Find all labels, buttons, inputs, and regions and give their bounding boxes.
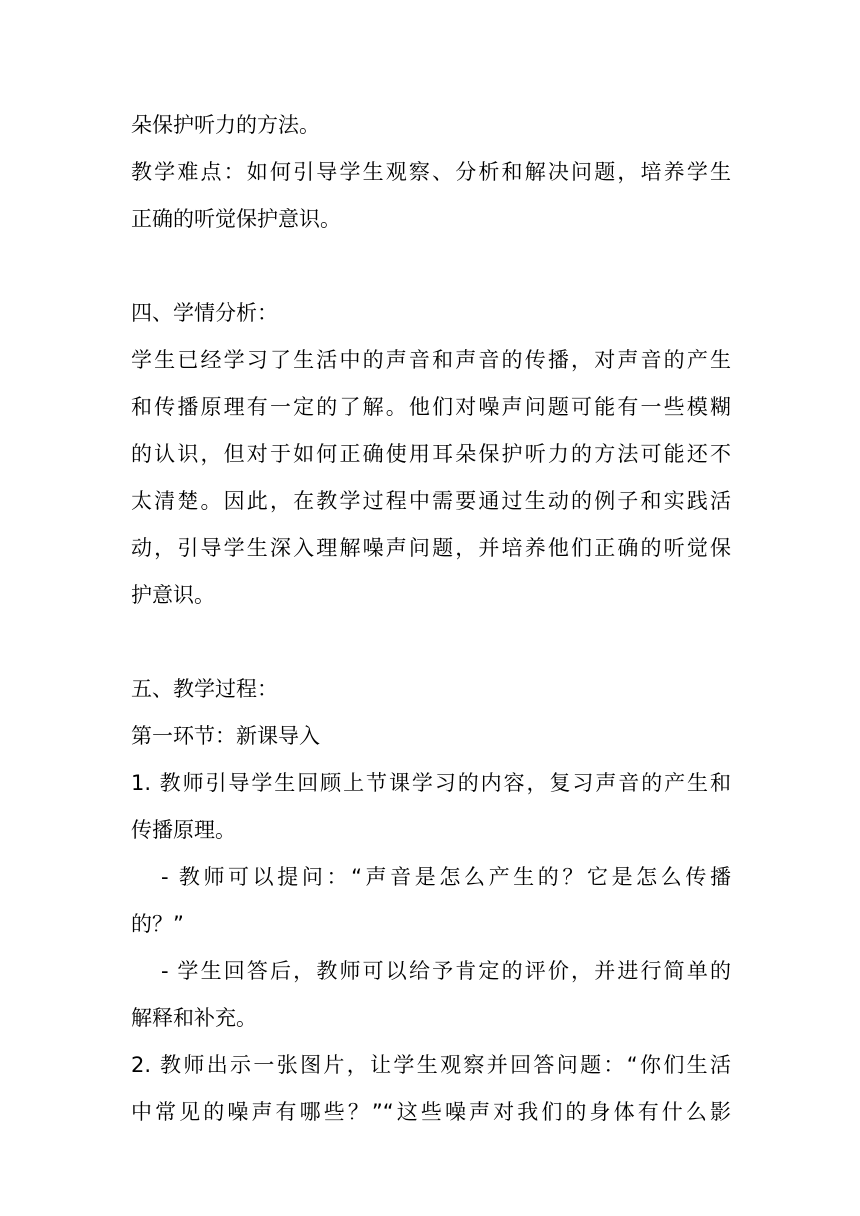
subsection-heading: 第一环节：新课导入 [131,724,320,748]
text-line: 动，引导学生深入理解噪声问题，并培养他们正确的听觉保 [131,536,731,560]
text-line: 朵保护听力的方法。 [131,113,320,137]
section-heading: 四、学情分析： [131,301,278,325]
section-heading: 五、教学过程： [131,677,278,701]
text-line: 学生已经学习了生活中的声音和声音的传播，对声音的产生 [131,348,731,372]
text-line: 教学难点：如何引导学生观察、分析和解决问题，培养学生 [131,160,731,184]
text-line: 传播原理。 [131,818,236,842]
bullet-item: - 学生回答后，教师可以给予肯定的评价，并进行简单的 [161,959,731,983]
text-line: 和传播原理有一定的了解。他们对噪声问题可能有一些模糊 [131,395,731,419]
text-line: 解释和补充。 [131,1006,257,1030]
list-item: 1. 教师引导学生回顾上节课学习的内容，复习声音的产生和 [131,771,731,795]
blank-line [131,619,731,666]
text-line: 的？” [131,912,184,936]
text-line: 中常见的噪声有哪些？”“这些噪声对我们的身体有什么影 [131,1100,731,1124]
text-line: 太清楚。因此，在教学过程中需要通过生动的例子和实践活 [131,489,731,513]
blank-line [131,243,731,290]
bullet-item: - 教师可以提问：“声音是怎么产生的？它是怎么传播 [161,865,731,889]
text-line: 护意识。 [131,583,215,607]
text-line: 的认识，但对于如何正确使用耳朵保护听力的方法可能还不 [131,442,731,466]
list-item: 2. 教师出示一张图片，让学生观察并回答问题：“你们生活 [131,1053,731,1077]
text-line: 正确的听觉保护意识。 [131,207,341,231]
document-page [131,102,731,1136]
